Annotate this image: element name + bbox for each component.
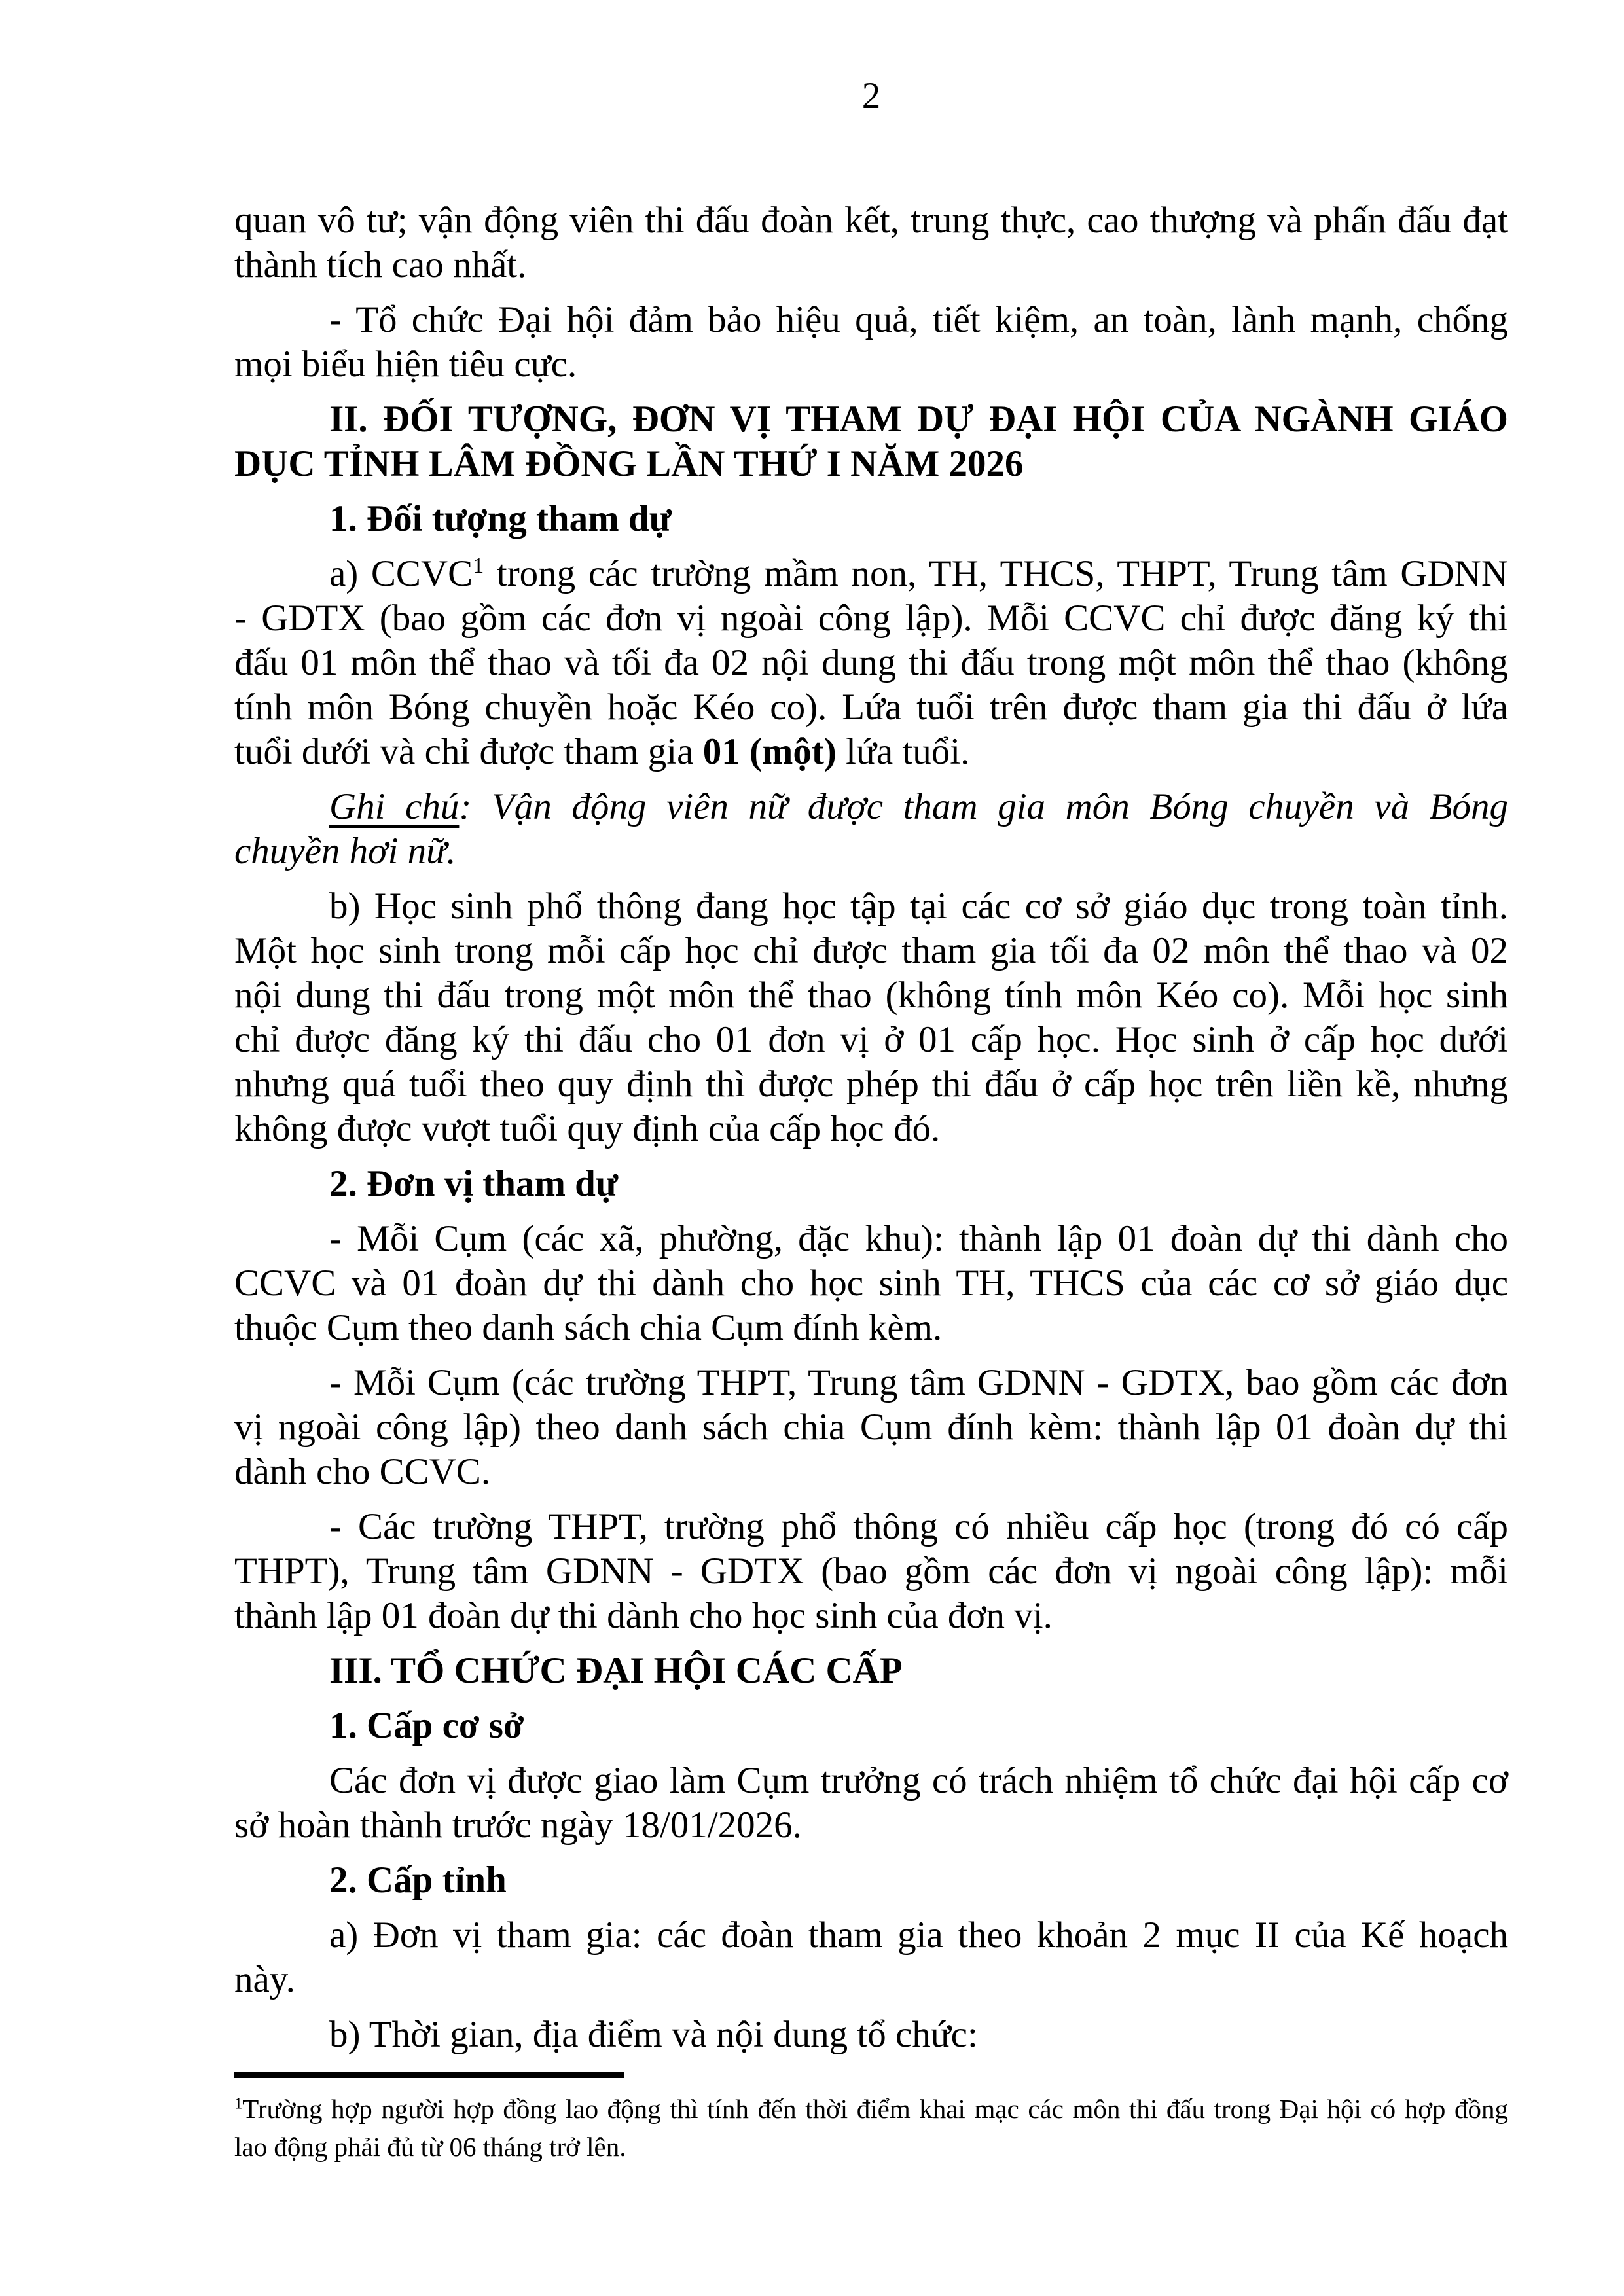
text-run: DỤC TỈNH LÂM ĐỒNG LẦN THỨ I NĂM 2026: [234, 443, 1024, 484]
text-run: - Mỗi Cụm (các trường THPT, Trung tâm GDNN - GDTX, bao gồm các đơn: [329, 1362, 1508, 1403]
text-run: b) Học sinh phổ thông đang học tập tại các cơ sở giáo dục trong toàn tỉnh.: [329, 886, 1508, 927]
text-run: thuộc Cụm theo danh sách chia Cụm đính kèm.: [234, 1307, 943, 1348]
text-line: [234, 785, 1508, 829]
text-run: quan vô tư; vận động viên thi đấu đoàn kết, trung thực, cao thượng và phấn đấu đạt: [234, 200, 1508, 241]
text-run: sở hoàn thành trước ngày 18/01/2026.: [234, 1804, 802, 1846]
text-line: [234, 1306, 1508, 1350]
footnote-section: [234, 2072, 1508, 2166]
text-line: [234, 1062, 1508, 1107]
text-line: [234, 973, 1508, 1018]
heading-doi-tuong-tham-du: [234, 497, 1508, 541]
text-line: [234, 884, 1508, 929]
para-cac-truong-thpt: [234, 1505, 1508, 1638]
text-run: 1: [473, 554, 484, 578]
text-line: [234, 298, 1508, 342]
text-line: [234, 1858, 1508, 1903]
heading-section-ii: [234, 397, 1508, 486]
text-line: [234, 641, 1508, 685]
text-run: tính môn Bóng chuyền hoặc Kéo co). Lứa tuổi trên được tham gia thi đấu ở lứa: [234, 687, 1508, 728]
text-line: [234, 198, 1508, 243]
text-line: [234, 1018, 1508, 1062]
text-line: [234, 1162, 1508, 1206]
footnote-text: [234, 2090, 1508, 2166]
text-run: THPT), Trung tâm GDNN - GDTX (bao gồm các đơn vị ngoài công lập): mỗi: [234, 1551, 1508, 1592]
text-run: Các đơn vị được giao làm Cụm trưởng có trách nhiệm tổ chức đại hội cấp cơ: [329, 1760, 1508, 1801]
text-run: nội dung thi đấu trong một môn thể thao (không tính môn Kéo co). Mỗi học sinh: [234, 975, 1508, 1016]
text-line: [234, 342, 1508, 387]
text-line: [234, 1549, 1508, 1594]
text-line: [234, 1450, 1508, 1494]
text-line: [234, 2013, 1508, 2057]
text-run: không được vượt tuổi quy định của cấp học đó.: [234, 1108, 941, 1149]
text-line: [234, 596, 1508, 641]
text-run: này.: [234, 1959, 295, 2000]
text-run: vị ngoài công lập) theo danh sách chia Cụm đính kèm: thành lập 01 đoàn dự thi: [234, 1407, 1508, 1448]
text-run: III. TỔ CHỨC ĐẠI HỘI CÁC CẤP: [329, 1650, 903, 1691]
document-body: [234, 198, 1508, 2057]
text-line: [234, 685, 1508, 730]
para-fairplay-continuation: [234, 198, 1508, 287]
page-number: 2: [861, 75, 881, 117]
text-run: - Các trường THPT, trường phổ thông có nhiều cấp học (trong đó có cấp: [329, 1506, 1508, 1547]
text-line: [234, 243, 1508, 287]
heading-don-vi-tham-du: [234, 1162, 1508, 1206]
text-line: [234, 1505, 1508, 1549]
text-line: [234, 1913, 1508, 1958]
text-run: 1. Đối tượng tham dự: [329, 498, 672, 539]
text-run: dành cho CCVC.: [234, 1451, 491, 1492]
para-a-don-vi-tham-gia: [234, 1913, 1508, 2002]
text-run: 01 (một): [702, 731, 837, 772]
text-line: [234, 929, 1508, 973]
para-moi-cum-thpt: [234, 1361, 1508, 1494]
text-line: [234, 1958, 1508, 2002]
para-ghi-chu: [234, 785, 1508, 874]
text-run: II. ĐỐI TƯỢNG, ĐƠN VỊ THAM DỰ ĐẠI HỘI CỦA NGÀNH GIÁO: [329, 399, 1508, 440]
text-run: 1. Cấp cơ sở: [329, 1705, 524, 1746]
text-run: - GDTX (bao gồm các đơn vị ngoài công lập). Mỗi CCVC chỉ được đăng ký thi: [234, 598, 1508, 639]
text-run: : Vận động viên nữ được tham gia môn Bóng chuyền và Bóng: [459, 786, 1508, 827]
text-line: [234, 1649, 1508, 1693]
heading-cap-co-so: [234, 1704, 1508, 1748]
text-line: [234, 829, 1508, 874]
text-run: 1: [234, 2094, 243, 2113]
para-b-hoc-sinh: [234, 884, 1508, 1151]
text-run: trong các trường mầm non, TH, THCS, THPT, Trung tâm GDNN: [484, 553, 1509, 594]
text-line: [234, 2090, 1508, 2128]
para-moi-cum-xa-phuong: [234, 1217, 1508, 1350]
text-line: [234, 552, 1508, 596]
heading-cap-tinh: [234, 1858, 1508, 1903]
text-run: - Mỗi Cụm (các xã, phường, đặc khu): thành lập 01 đoàn dự thi dành cho: [329, 1218, 1508, 1259]
text-run: lứa tuổi.: [836, 731, 970, 772]
text-run: a) CCVC: [329, 553, 473, 594]
text-line: [234, 1704, 1508, 1748]
text-run: chỉ được đăng ký thi đấu cho 01 đơn vị ở 01 cấp học. Học sinh ở cấp học dưới: [234, 1019, 1508, 1060]
text-run: thành tích cao nhất.: [234, 244, 527, 285]
footnote-separator-rule: [234, 2072, 624, 2078]
text-run: b) Thời gian, địa điểm và nội dung tổ chức:: [329, 2014, 978, 2055]
text-run: chuyền hơi nữ.: [234, 831, 456, 872]
para-to-chuc-dai-hoi: [234, 298, 1508, 387]
text-line: [234, 1594, 1508, 1638]
text-run: a) Đơn vị tham gia: các đoàn tham gia theo khoản 2 mục II của Kế hoạch: [329, 1914, 1508, 1956]
heading-section-iii: [234, 1649, 1508, 1693]
para-b-thoi-gian: [234, 2013, 1508, 2057]
text-line: [234, 2128, 1508, 2166]
text-run: 2. Đơn vị tham dự: [329, 1163, 619, 1204]
text-line: [234, 1107, 1508, 1151]
para-cap-co-so: [234, 1759, 1508, 1848]
text-line: [234, 1361, 1508, 1405]
para-a-ccvc: [234, 552, 1508, 774]
text-line: [234, 497, 1508, 541]
text-run: lao động phải đủ từ 06 tháng trở lên.: [234, 2132, 626, 2162]
text-line: [234, 1759, 1508, 1803]
text-run: 2. Cấp tỉnh: [329, 1859, 507, 1901]
text-line: [234, 397, 1508, 442]
text-run: Ghi chú: [329, 786, 460, 827]
text-run: đấu 01 môn thể thao và tối đa 02 nội dung thi đấu trong một môn thể thao (không: [234, 642, 1508, 683]
text-run: nhưng quá tuổi theo quy định thì được phép thi đấu ở cấp học trên liền kề, nhưng: [234, 1064, 1508, 1105]
text-line: [234, 1217, 1508, 1261]
text-run: mọi biểu hiện tiêu cực.: [234, 344, 577, 385]
text-run: - Tổ chức Đại hội đảm bảo hiệu quả, tiết kiệm, an toàn, lành mạnh, chống: [329, 299, 1508, 340]
text-run: tuổi dưới và chỉ được tham gia: [234, 731, 703, 772]
text-line: [234, 442, 1508, 486]
text-line: [234, 730, 1508, 774]
text-run: Trường hợp người hợp đồng lao động thì tính đến thời điểm khai mạc các môn thi đấu trong Đại hội có hợp đồng: [242, 2094, 1508, 2124]
text-line: [234, 1405, 1508, 1450]
footnote-paragraph: [234, 2090, 1508, 2166]
text-run: Một học sinh trong mỗi cấp học chỉ được tham gia tối đa 02 môn thể thao và 02: [234, 930, 1508, 971]
text-run: thành lập 01 đoàn dự thi dành cho học sinh của đơn vị.: [234, 1595, 1053, 1636]
text-line: [234, 1803, 1508, 1848]
text-run: CCVC và 01 đoàn dự thi dành cho học sinh TH, THCS của các cơ sở giáo dục: [234, 1263, 1508, 1304]
text-line: [234, 1261, 1508, 1306]
